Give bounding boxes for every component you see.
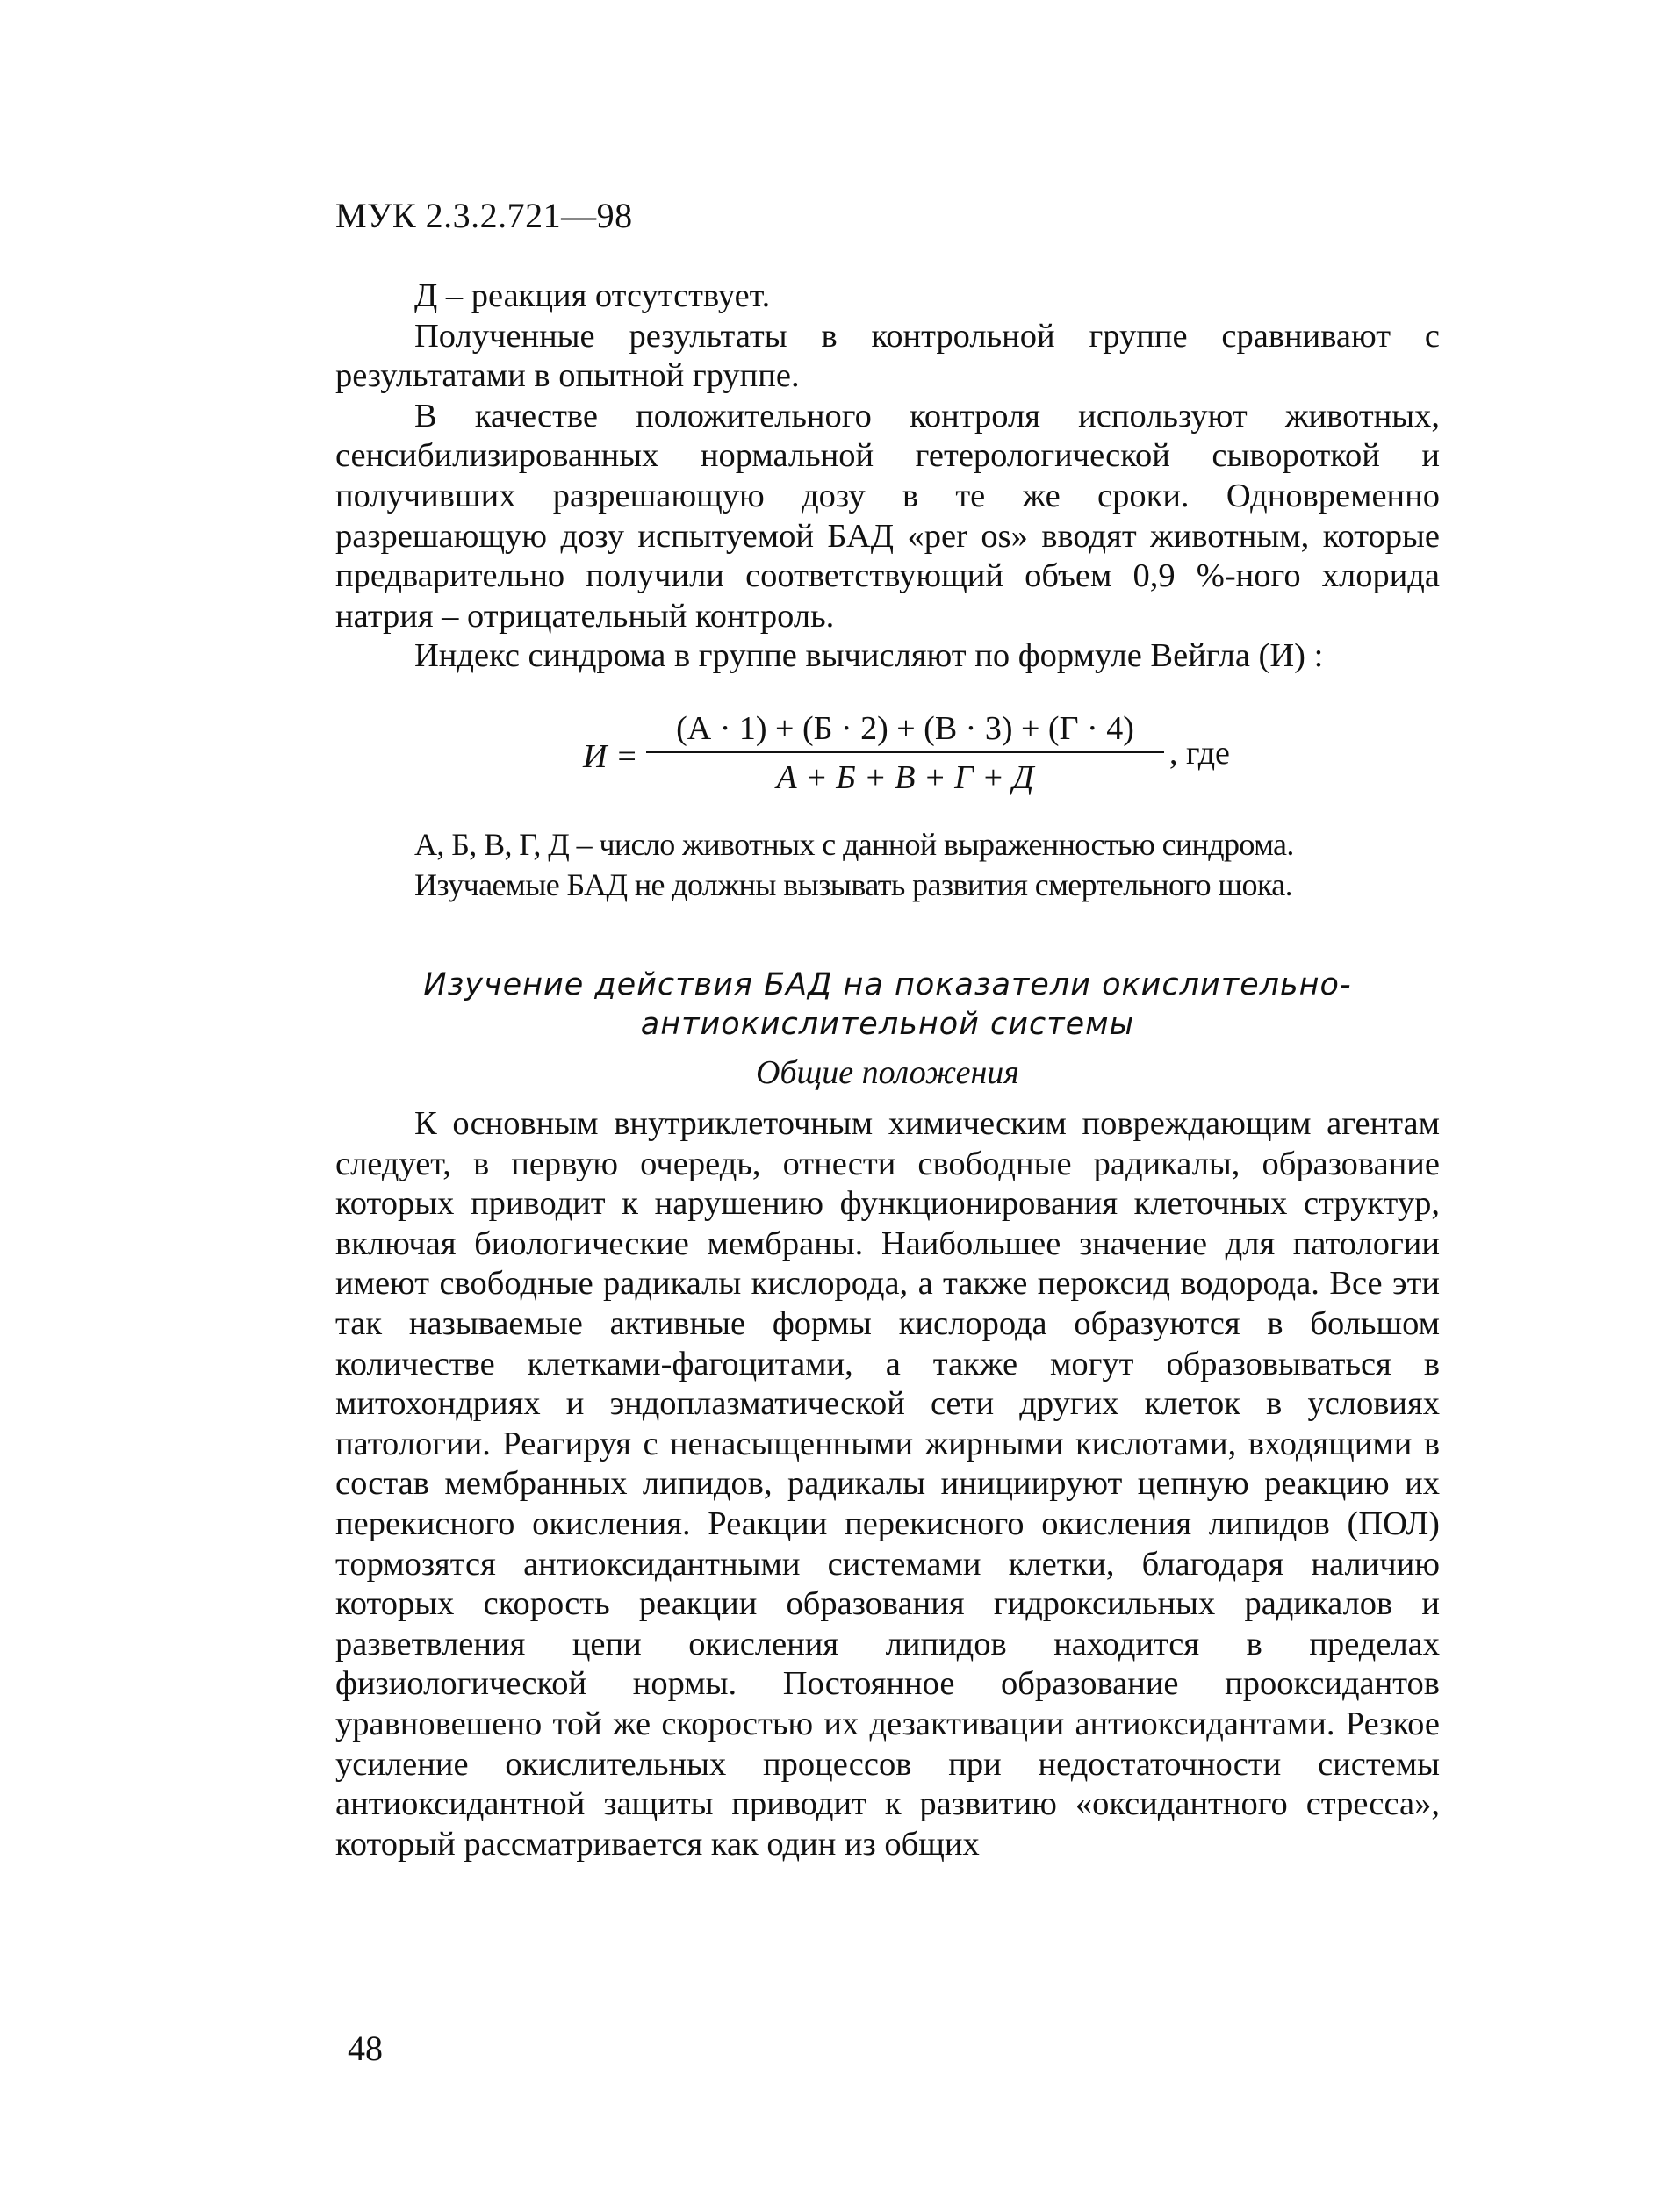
formula-denominator: А + Б + В + Г + Д [776, 759, 1034, 796]
paragraph-compare-results: Полученные результаты в контрольной группе сравнивают с результатами в опытной группе. [335, 317, 1440, 395]
text-block-legend [335, 825, 1440, 905]
formula-lhs: И = [583, 738, 638, 775]
paragraph-no-reaction: Д – реакция отсутствует. [414, 277, 771, 314]
page-number: 48 [348, 2029, 383, 2068]
paragraph-index-intro: Индекс синдрома в группе вычисляют по формуле Вейгла (И) : [414, 637, 1324, 675]
formula-where: , где [1169, 735, 1230, 772]
paragraph-free-radicals: К основным внутриклеточным химическим повреждающим агентам следует, в первую очередь, отнести свободные радикалы, образование которых приводит к нарушению функционирования клеточных структур, включая биологические мембраны. Наибольшее значение для патологии имеют свободные радикалы кислорода, а также пероксид водорода. Все эти так называемые активные формы кислорода образуются в большом количестве клетками-фагоцитами, а также могут образовываться в митохондриях и эндоплазматической сети других клеток в условиях патологии. Реагируя с ненасыщенными жирными кислотами, входящими в состав мембранных липидов, радикалы инициируют цепную реакцию их перекисного окисления. Реакции перекисного окисления липидов (ПОЛ) тормозятся антиоксидантными системами клетки, благодаря наличию которых скорость реакции образования гидроксильных радикалов и разветвления цепи окисления липидов находится в пределах физиологической нормы. Постоянное образование прооксидантов уравновешено той же скоростью их дезактивации антиоксидантами. Резкое усиление окислительных процессов при недостаточности системы антиоксидантной защиты приводит к развитию «оксидантного стресса», который рассматривается как один из общих [335, 1105, 1440, 1863]
formula-numerator: (А · 1) + (Б · 2) + (В · 3) + (Г · 4) [676, 710, 1134, 747]
text-block-general [335, 1104, 1440, 1864]
formula-fraction [646, 707, 1164, 799]
weigle-index-formula [583, 707, 1250, 804]
paragraph-variables-legend: А, Б, В, Г, Д – число животных с данной выраженностью синдрома. [414, 827, 1294, 862]
paragraph-positive-control: В качестве положительного контроля используют животных, сенсибилизированных нормальной гетерологической сывороткой и получивших разрешающую дозу в те же сроки. Одновременно разрешающую дозу испытуемой БАД «per os» вводят животным, которые предварительно получили соответствующий объем 0,9 %-ного хлорида натрия – отрицательный контроль. [335, 397, 1440, 635]
section-title-line-1: Изучение действия БАД на показатели окислительно- [423, 967, 1352, 1002]
document-code-header: МУК 2.3.2.721—98 [335, 196, 633, 235]
text-block-reactions [335, 276, 1440, 677]
subsection-title: Общие положения [756, 1054, 1019, 1091]
paragraph-no-lethal-shock: Изучаемые БАД не должны вызывать развития смертельного шока. [414, 866, 1293, 902]
section-title-line-2: антиокислительной системы [640, 1007, 1135, 1042]
fraction-bar [646, 751, 1164, 753]
section-title [335, 966, 1440, 1045]
